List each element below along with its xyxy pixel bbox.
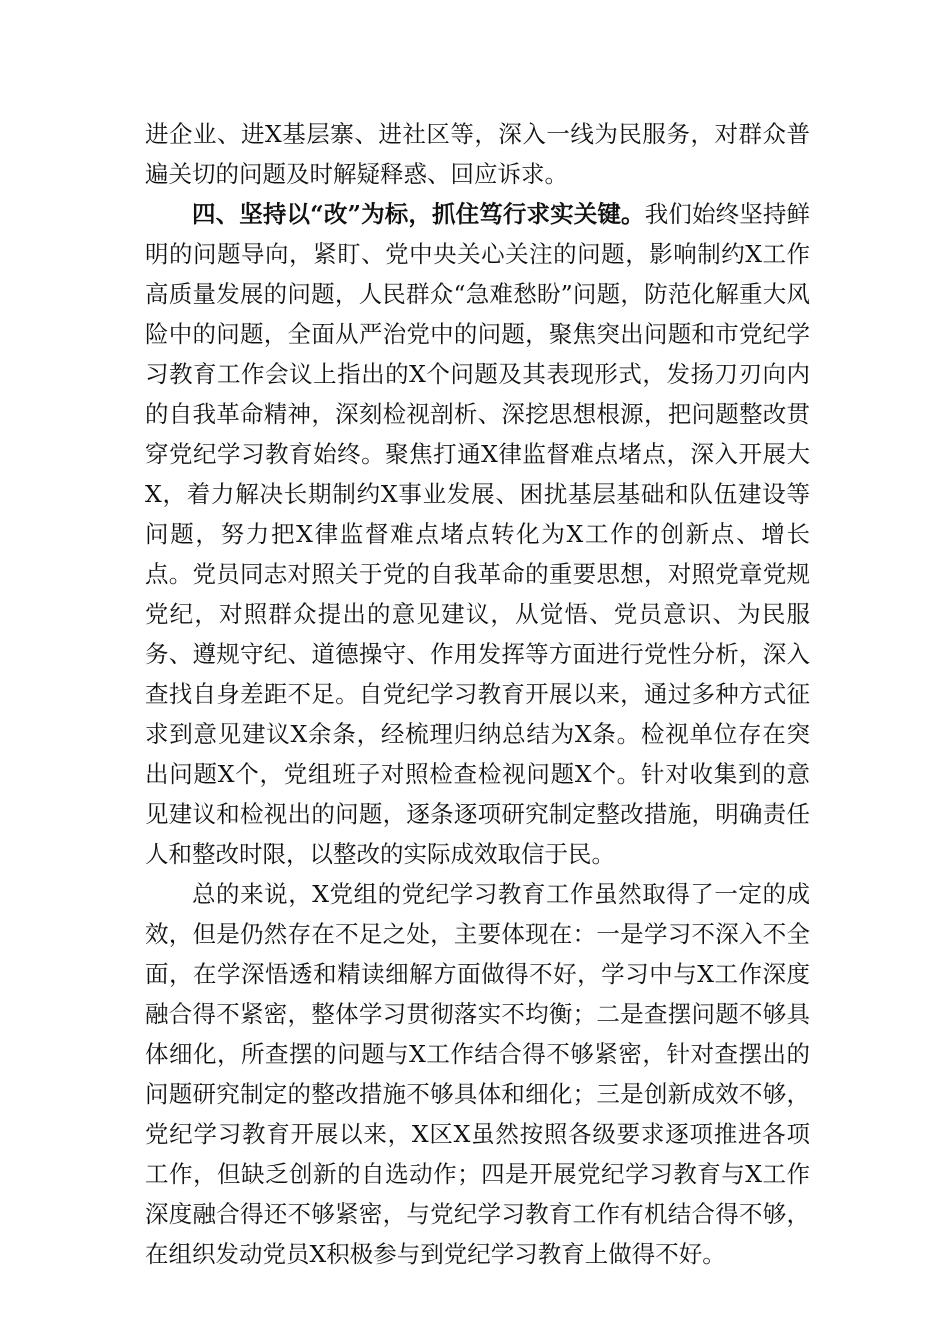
section-heading: 四、坚持以“改”为标，抓住笃行求实关键。 (192, 200, 645, 228)
paragraph-continuation: 进企业、进X基层寨、进社区等，深入一线为民服务，对群众普遍关切的问题及时解疑释惑、回应诉求。 (145, 120, 810, 188)
section-body: 我们始终坚持鲜明的问题导向，紧盯、党中央关心关注的问题，影响制约X工作高质量发展的问题，人民群众“急难愁盼”问题，防范化解重大风险中的问题，全面从严治党中的问题，聚焦突出问题和市党纪学习教育工作会议上指出的X个问题及其表现形式，发扬刀刃向内的自我革命精神，深刻检视剖析、深挖思想根源，把问题整改贯穿党纪学习教育始终。聚焦打通X律监督难点堵点，深入开展大X，着力解决长期制约X事业发展、困扰基层基础和队伍建设等问题，努力把X律监督难点堵点转化为X工作的创新点、增长点。党员同志对照关于党的自我革命的重要思想，对照党章党规党纪，对照群众提出的意见建议，从觉悟、党员意识、为民服务、遵规守纪、道德操守、作用发挥等方面进行党性分析，深入查找自身差距不足。自党纪学习教育开展以来，通过多种方式征求到意见建议X余条，经梳理归纳总结为X条。检视单位存在突出问题X个，党组班子对照检查检视问题X个。针对收集到的意见建议和检视出的问题，逐条逐项研究制定整改措施，明确责任人和整改时限，以整改的实际成效取信于民。 (145, 200, 810, 868)
paragraph-summary: 总的来说，X党组的党纪学习教育工作虽然取得了一定的成效，但是仍然存在不足之处，主要体现在：一是学习不深入不全面，在学深悟透和精读细解方面做得不好，学习中与X工作深度融合得不紧密，整体学习贯彻落实不均衡；二是查摆问题不够具体细化，所查摆的问题与X工作结合得不够紧密，针对查摆出的问题研究制定的整改措施不够具体和细化；三是创新成效不够，党纪学习教育开展以来，X区X虽然按照各级要求逐项推进各项工作，但缺乏创新的自选动作；四是开展党纪学习教育与X工作深度融合得还不够紧密，与党纪学习教育工作有机结合得不够，在组织发动党员X积极参与到党纪学习教育上做得不好。 (145, 880, 810, 1268)
paragraph-section-four (145, 194, 810, 874)
document-body (145, 114, 810, 1274)
